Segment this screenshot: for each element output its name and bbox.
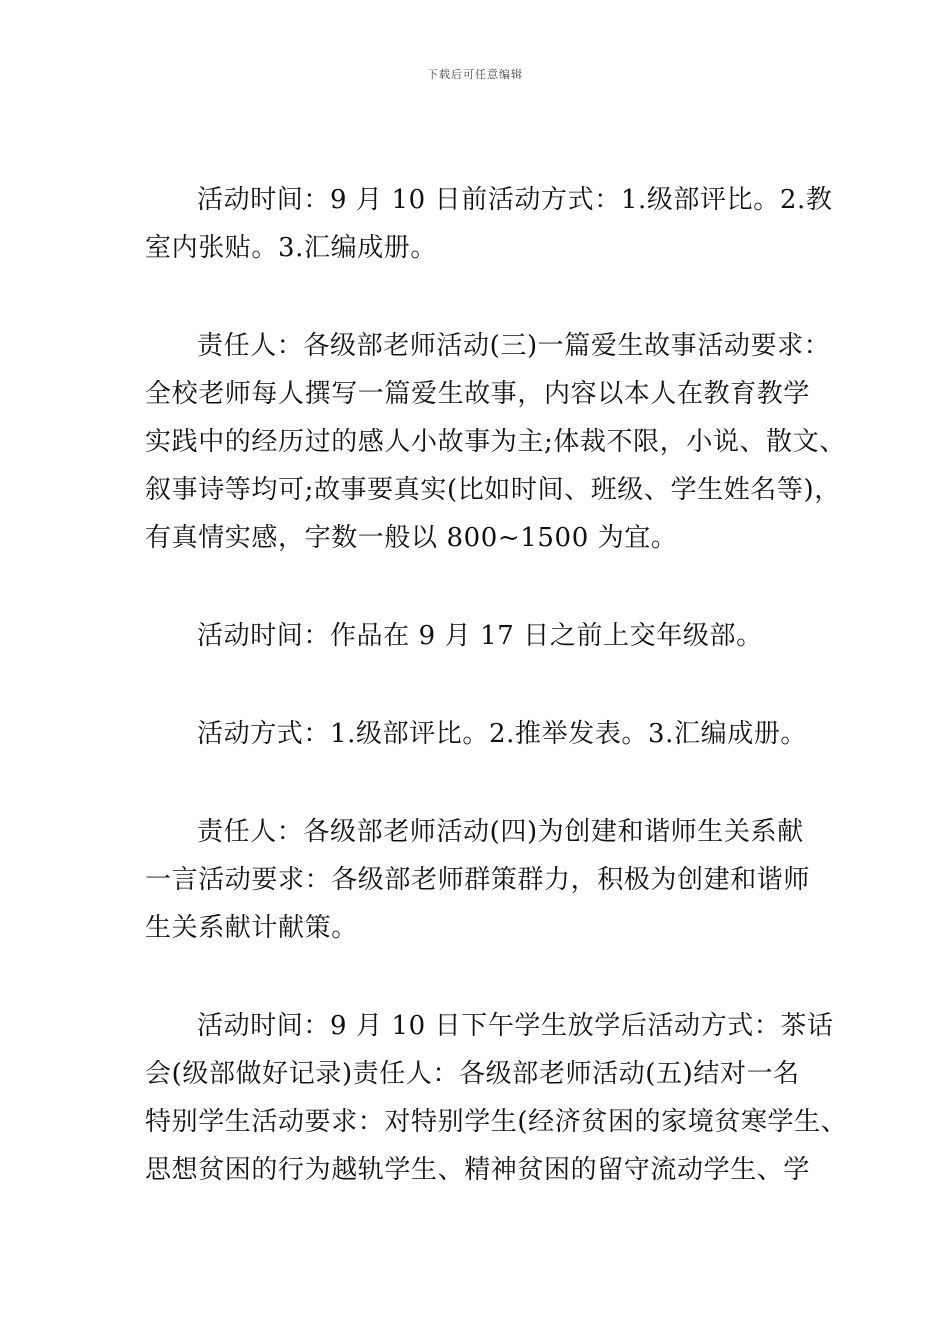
text-line: 会(级部做好记录)责任人：各级部老师活动(五)结对一名: [145, 1059, 800, 1089]
paragraph: [145, 176, 833, 272]
page-header: 下载后可任意编辑: [427, 68, 523, 81]
text-line: 责任人：各级部老师活动(四)为创建和谐师生关系献: [197, 817, 804, 847]
text-line: 叙事诗等均可;故事要真实(比如时间、班级、学生姓名等)，: [145, 475, 841, 505]
text-line: 室内张贴。3.汇编成册。: [145, 233, 438, 263]
text-line: 一言活动要求：各级部老师群策群力，积极为创建和谐师: [145, 865, 811, 895]
paragraph: [145, 710, 825, 758]
paragraph: [145, 322, 846, 562]
paragraph: [145, 1002, 848, 1194]
text-line: 生关系献计献策。: [145, 913, 358, 943]
paragraph: [145, 612, 825, 660]
text-line: 实践中的经历过的感人小故事为主;体裁不限，小说、散文、: [145, 427, 846, 457]
text-line: 思想贫困的行为越轨学生、精神贫困的留守流动学生、学: [145, 1155, 811, 1185]
text-line: 责任人：各级部老师活动(三)一篇爱生故事活动要求：: [197, 331, 831, 361]
text-line: 活动时间：作品在 9 月 17 日之前上交年级部。: [197, 621, 763, 651]
text-line: 活动方式：1.级部评比。2.推举发表。3.汇编成册。: [197, 719, 808, 749]
text-line: 活动时间：9 月 10 日下午学生放学后活动方式：茶话: [197, 1011, 834, 1041]
text-line: 全校老师每人撰写一篇爱生故事，内容以本人在教育教学: [145, 379, 811, 409]
text-line: 有真情实感，字数一般以 800~1500 为宜。: [145, 523, 678, 553]
document-body: [145, 176, 848, 1244]
paragraph: [145, 808, 825, 952]
text-line: 活动时间：9 月 10 日前活动方式：1.级部评比。2.教: [197, 185, 833, 215]
text-line: 特别学生活动要求：对特别学生(经济贫困的家境贫寒学生、: [145, 1107, 848, 1137]
